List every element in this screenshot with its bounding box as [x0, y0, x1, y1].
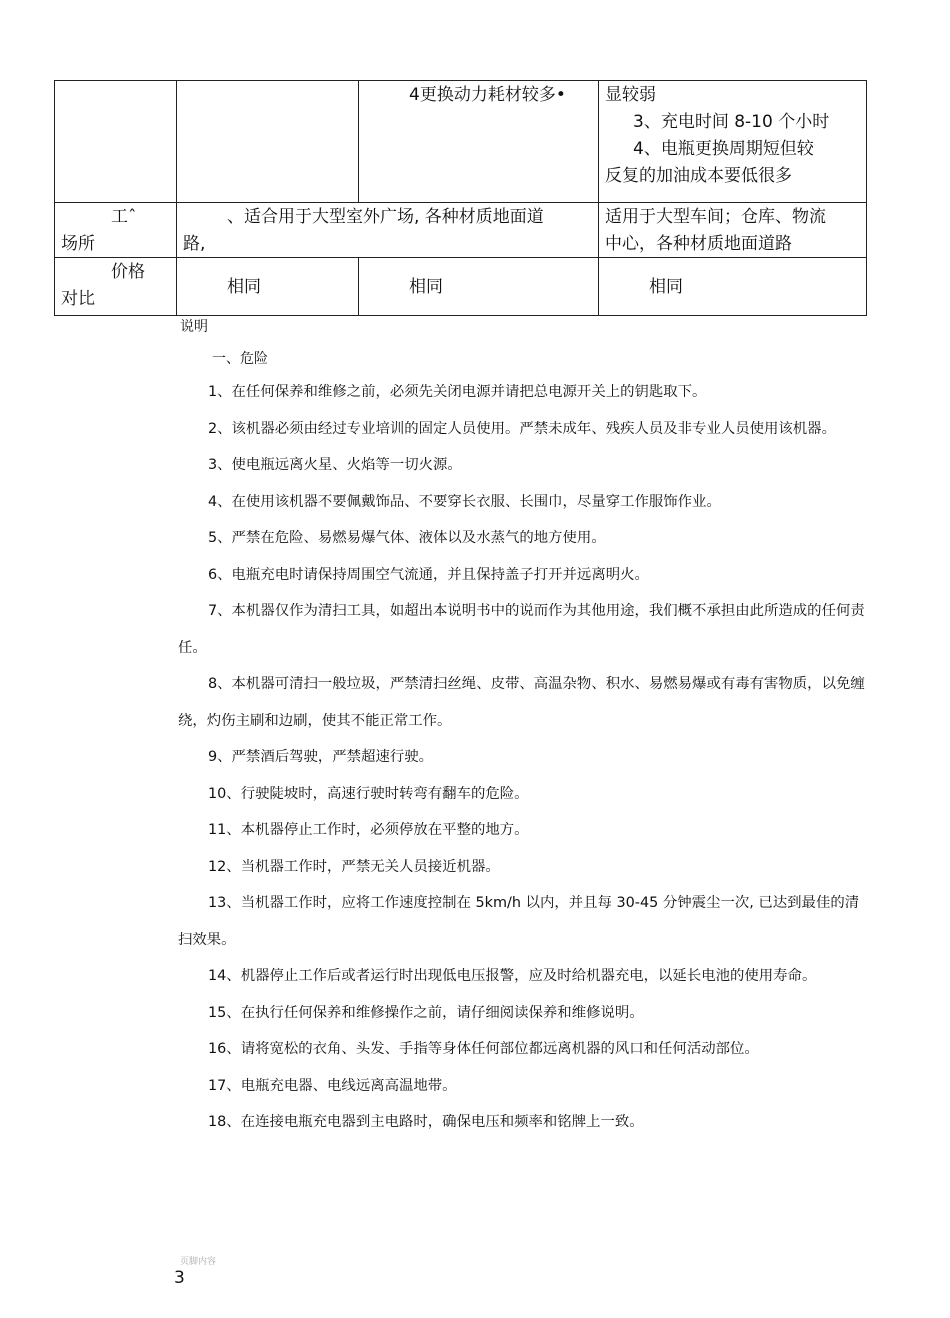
- list-item: 6、电瓶充电时请保持周围空气流通，并且保持盖子打开并远离明火。: [208, 566, 649, 583]
- list-item: 14、机器停止工作后或者运行时出现低电压报警，应及时给机器充电，以延长电池的使用寿命。: [208, 968, 817, 984]
- cell-text: 4更换动力耗材较多•: [409, 85, 566, 105]
- page-number: 3: [174, 1268, 185, 1288]
- table-cell: [55, 81, 177, 203]
- cell-text: 相同: [649, 277, 683, 297]
- list-item: 16、请将宽松的衣角、头发、手指等身体任何部位都远离机器的风口和任何活动部位。: [208, 1041, 759, 1057]
- table-row: [55, 203, 867, 258]
- list-item: 1、在任何保养和维修之前，必须先关闭电源并请把总电源开关上的钥匙取下。: [208, 384, 707, 400]
- list-item: 13、当机器工作时，应将工作速度控制在 5km/h 以内，并且每 30-45 分钟震尘一次, 已达到最佳的清扫效果。: [178, 895, 860, 948]
- table-cell: [55, 258, 177, 316]
- table-row: [55, 258, 867, 316]
- table-cell: [599, 81, 867, 203]
- cell-text: 相同: [227, 277, 261, 297]
- list-item: 17、电瓶充电器、电线远离高温地带。: [208, 1077, 457, 1094]
- list-item: 5、严禁在危险、易燃易爆气体、液体以及水蒸气的地方使用。: [208, 530, 606, 546]
- table-cell: [359, 258, 599, 316]
- cell-text: 路,: [183, 234, 206, 254]
- list-item: 11、本机器停止工作时，必须停放在平整的地方。: [208, 822, 529, 838]
- cell-text: 相同: [409, 277, 443, 297]
- list-item: 4、在使用该机器不要佩戴饰品、不要穿长衣服、长围巾，尽量穿工作服饰作业。: [208, 493, 721, 510]
- table-cell: [359, 81, 599, 203]
- table-cell: [177, 203, 599, 258]
- table-cell: [177, 81, 359, 203]
- table-cell: [177, 258, 359, 316]
- cell-line: 3、充电时间 8-10 个小时: [633, 112, 830, 132]
- list-item: 8、本机器可清扫一般垃圾，严禁清扫丝绳、皮带、高温杂物、积水、易燃易爆或有毒有害物质，以免缠绕，灼伤主刷和边刷，使其不能正常工作。: [178, 676, 865, 729]
- footer-text: 页脚内容: [180, 1257, 217, 1267]
- row-label: 工ˆ: [111, 207, 137, 227]
- table-row: [55, 81, 867, 203]
- comparison-table: [54, 80, 867, 316]
- table-cell: [599, 203, 867, 258]
- list-item: 3、使电瓶远离火星、火焰等一切火源。: [208, 457, 462, 473]
- cell-line: 4、电瓶更换周期短但较: [633, 139, 814, 159]
- list-item: 15、在执行任何保养和维修操作之前，请仔细阅读保养和维修说明。: [208, 1004, 644, 1021]
- cell-line: 显较弱: [605, 85, 656, 105]
- row-label: 价格: [111, 262, 145, 282]
- notes-list: [178, 374, 868, 1141]
- list-item: 10、行驶陡坡时，高速行驶时转弯有翻车的危险。: [208, 785, 529, 802]
- list-item: 2、该机器必须由经过专业培训的固定人员使用。严禁未成年、残疾人员及非专业人员使用该机器。: [208, 420, 836, 437]
- list-item: 9、严禁酒后驾驶，严禁超速行驶。: [208, 749, 434, 765]
- list-item: 7、本机器仅作为清扫工具，如超出本说明书中的说而作为其他用途，我们概不承担由此所造成的任何责任。: [178, 603, 865, 656]
- cell-text: 适用于大型车间；仓库、物流: [605, 207, 826, 227]
- notes-title: 说明: [180, 319, 208, 335]
- table-cell: [599, 258, 867, 316]
- row-label: 场所: [61, 234, 95, 254]
- table-cell: [55, 203, 177, 258]
- list-item: 12、当机器工作时，严禁无关人员接近机器。: [208, 858, 500, 875]
- cell-line: 反复的加油成本要低很多: [605, 166, 792, 186]
- cell-text: 、适合用于大型室外广场, 各种材质地面道: [227, 207, 544, 227]
- row-label: 对比: [61, 289, 95, 309]
- cell-text: 中心，各种材质地面道路: [605, 234, 792, 254]
- section-title: 一、危险: [212, 351, 268, 367]
- list-item: 18、在连接电瓶充电器到主电路时，确保电压和频率和铭牌上一致。: [208, 1114, 644, 1130]
